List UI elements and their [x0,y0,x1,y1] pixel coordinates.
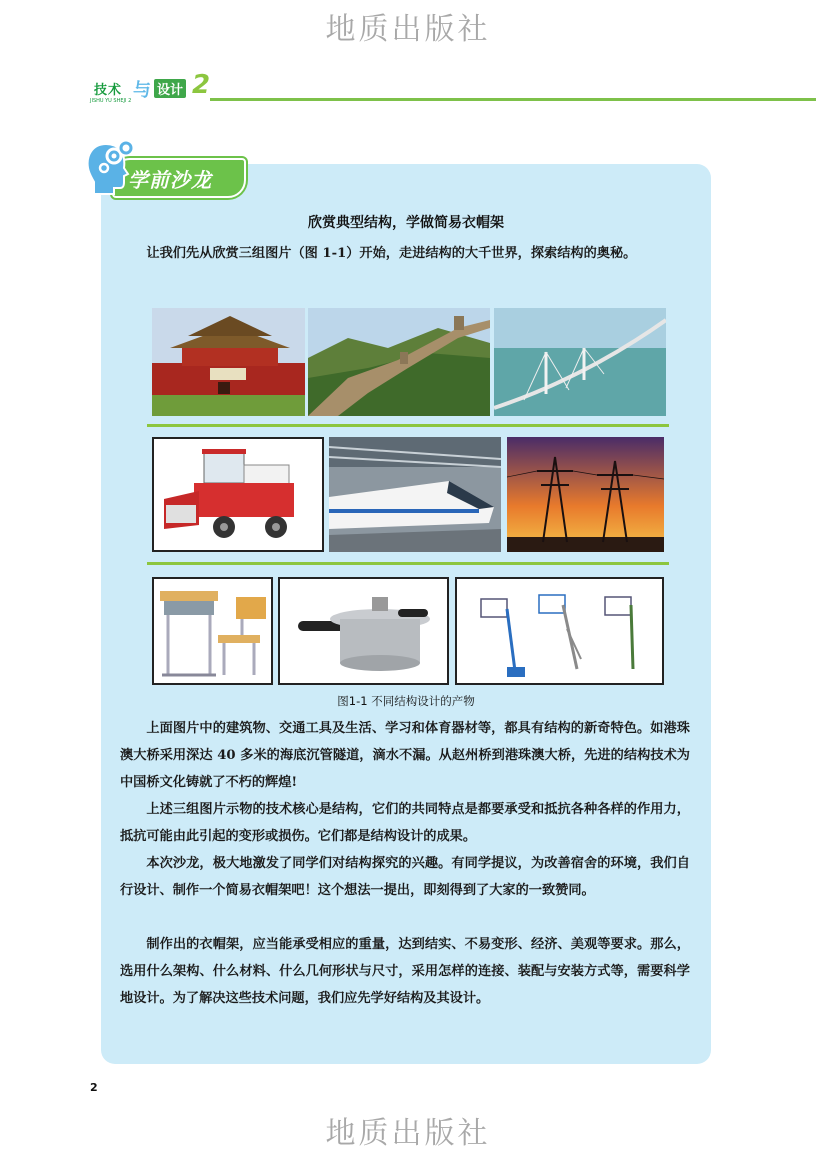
section-title: 欣赏典型结构，学做简易衣帽架 [308,215,504,231]
photo-great-wall [308,308,490,416]
header-rule [210,98,816,101]
header-title-right: 设计 [154,79,186,98]
paragraph-2: 上面图片中的建筑物、交通工具及生活、学习和体育器材等，都具有结构的新奇特色。如港珠澳大桥采用深达 40 多米的海底沉管隧道，滴水不漏。从赵州桥到港珠澳大桥，先进的结构技术为中国桥文化铸就了不朽的辉煌! [120,721,690,790]
photo-harvester [152,437,324,552]
row-separator-2 [147,562,669,565]
paragraph-4: 本次沙龙，极大地激发了同学们对结构探究的兴趣。有同学提议，为改善宿舍的环境，我们自行设计、制作一个简易衣帽架吧！这个想法一提出，即刻得到了大家的一致赞同。 [120,856,690,898]
header-subtitle: JISHU YU SHEJI 2 [90,98,132,104]
badge-title: 学前沙龙 [128,168,212,192]
paragraph-intro: 让我们先从欣赏三组图片（图 1-1）开始，走进结构的大千世界，探索结构的奥秘。 [146,246,637,261]
photo-power-towers [507,437,664,552]
photo-basketball-hoops [455,577,664,685]
figure-caption: 图1-1 不同结构设计的产物 [337,694,475,708]
header-volume-number: 2 [192,70,211,100]
watermark-bottom: 地质出版社 [325,1116,491,1151]
photo-tiananmen [152,308,305,416]
header-title-left: 技术 [94,83,123,98]
page-number: 2 [90,1081,98,1094]
paragraph-3: 上述三组图片示物的技术核心是结构，它们的共同特点是都要承受和抵抗各种各样的作用力，抵抗可能由此引起的变形或损伤。它们都是结构设计的成果。 [120,802,690,844]
photo-pressure-cooker [278,577,449,685]
paragraph-5: 制作出的衣帽架，应当能承受相应的重量，达到结实、不易变形、经济、美观等要求。那么，选用什么架构、什么材料、什么几何形状与尺寸，采用怎样的连接、装配与安装方式等，需要科学地设计。为了解决这些技术问题，我们应先学好结构及其设计。 [120,937,690,1006]
header-title-mid: 与 [133,80,151,101]
photo-hzmb-bridge [494,308,666,416]
row-separator-1 [147,424,669,427]
section-badge [84,136,244,200]
page-header [90,70,816,104]
photo-desk-chair [152,577,273,685]
watermark-top: 地质出版社 [325,12,491,47]
photo-maglev-train [329,437,501,552]
